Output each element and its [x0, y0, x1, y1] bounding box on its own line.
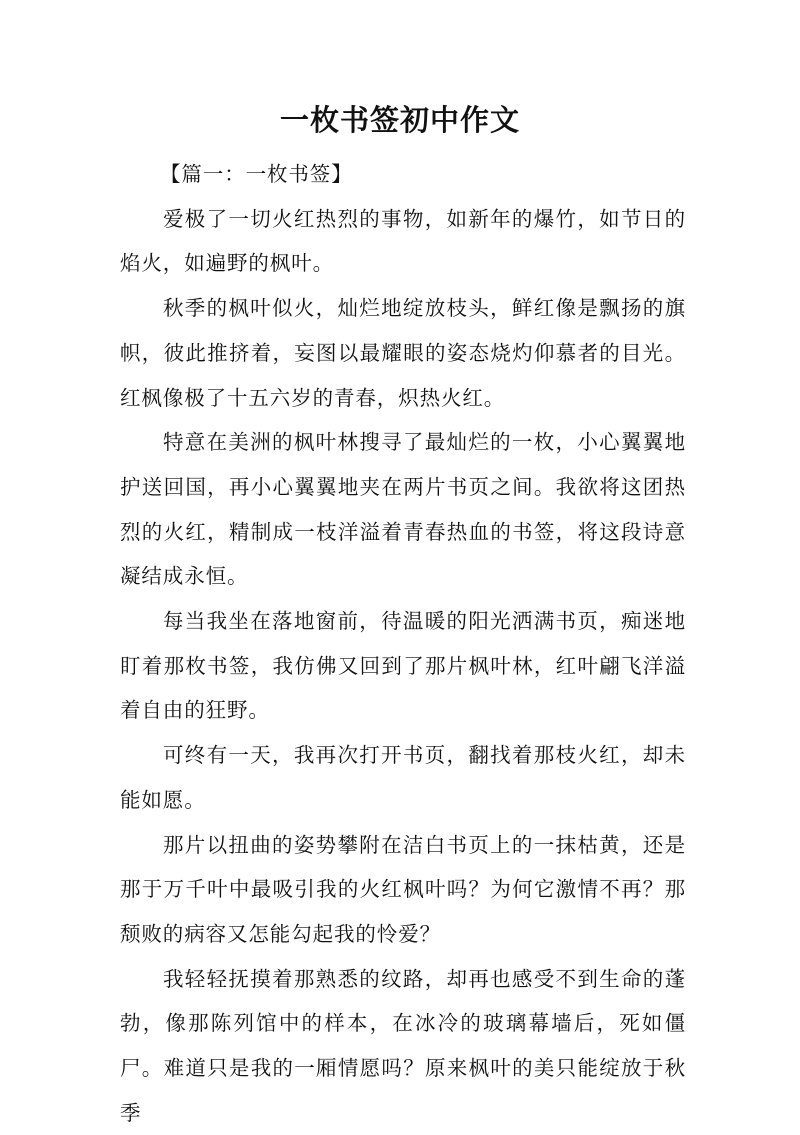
paragraph-5: 可终有一天，我再次打开书页，翻找着那枝火红，却未能如愿。 — [120, 743, 686, 812]
paragraph-1: 爱极了一切火红热烈的事物，如新年的爆竹，如节日的焰火，如遍野的枫叶。 — [120, 206, 686, 276]
document-title: 一枚书签初中作文 — [279, 103, 520, 137]
paragraph-3: 特意在美洲的枫叶林搜寻了最灿烂的一枚，小心翼翼地护送回国，再小心翼翼地夹在两片书页之间。我欲将这团热烈的火红，精制成一枝洋溢着青春热血的书签，将这段诗意凝结成永恒。 — [120, 430, 686, 589]
paragraph-4: 每当我坐在落地窗前，待温暖的阳光洒满书页，痴迷地盯着那枚书签，我仿佛又回到了那片枫叶林，红叶翩飞洋溢着自由的狂野。 — [120, 609, 686, 723]
document-body — [120, 152, 686, 1135]
paragraph-7: 我轻轻抚摸着那熟悉的纹路，却再也感受不到生命的蓬勃，像那陈列馆中的样本，在冰冷的玻璃幕墙后，死如僵尸。难道只是我的一厢情愿吗？原来枫叶的美只能绽放于秋季 — [120, 966, 686, 1125]
paragraph-2: 秋季的枫叶似火，灿烂地绽放枝头，鲜红像是飘扬的旗帜，彼此推挤着，妄图以最耀眼的姿态烧灼仰慕者的目光。红枫像极了十五六岁的青春，炽热火红。 — [120, 296, 686, 410]
paragraph-6: 那片以扭曲的姿势攀附在洁白书页上的一抹枯黄，还是那于万千叶中最吸引我的火红枫叶吗？为何它激情不再？那颓败的病容又怎能勾起我的怜爱？ — [120, 832, 686, 946]
section-heading: 【篇一：一枚书签】 — [160, 162, 353, 186]
